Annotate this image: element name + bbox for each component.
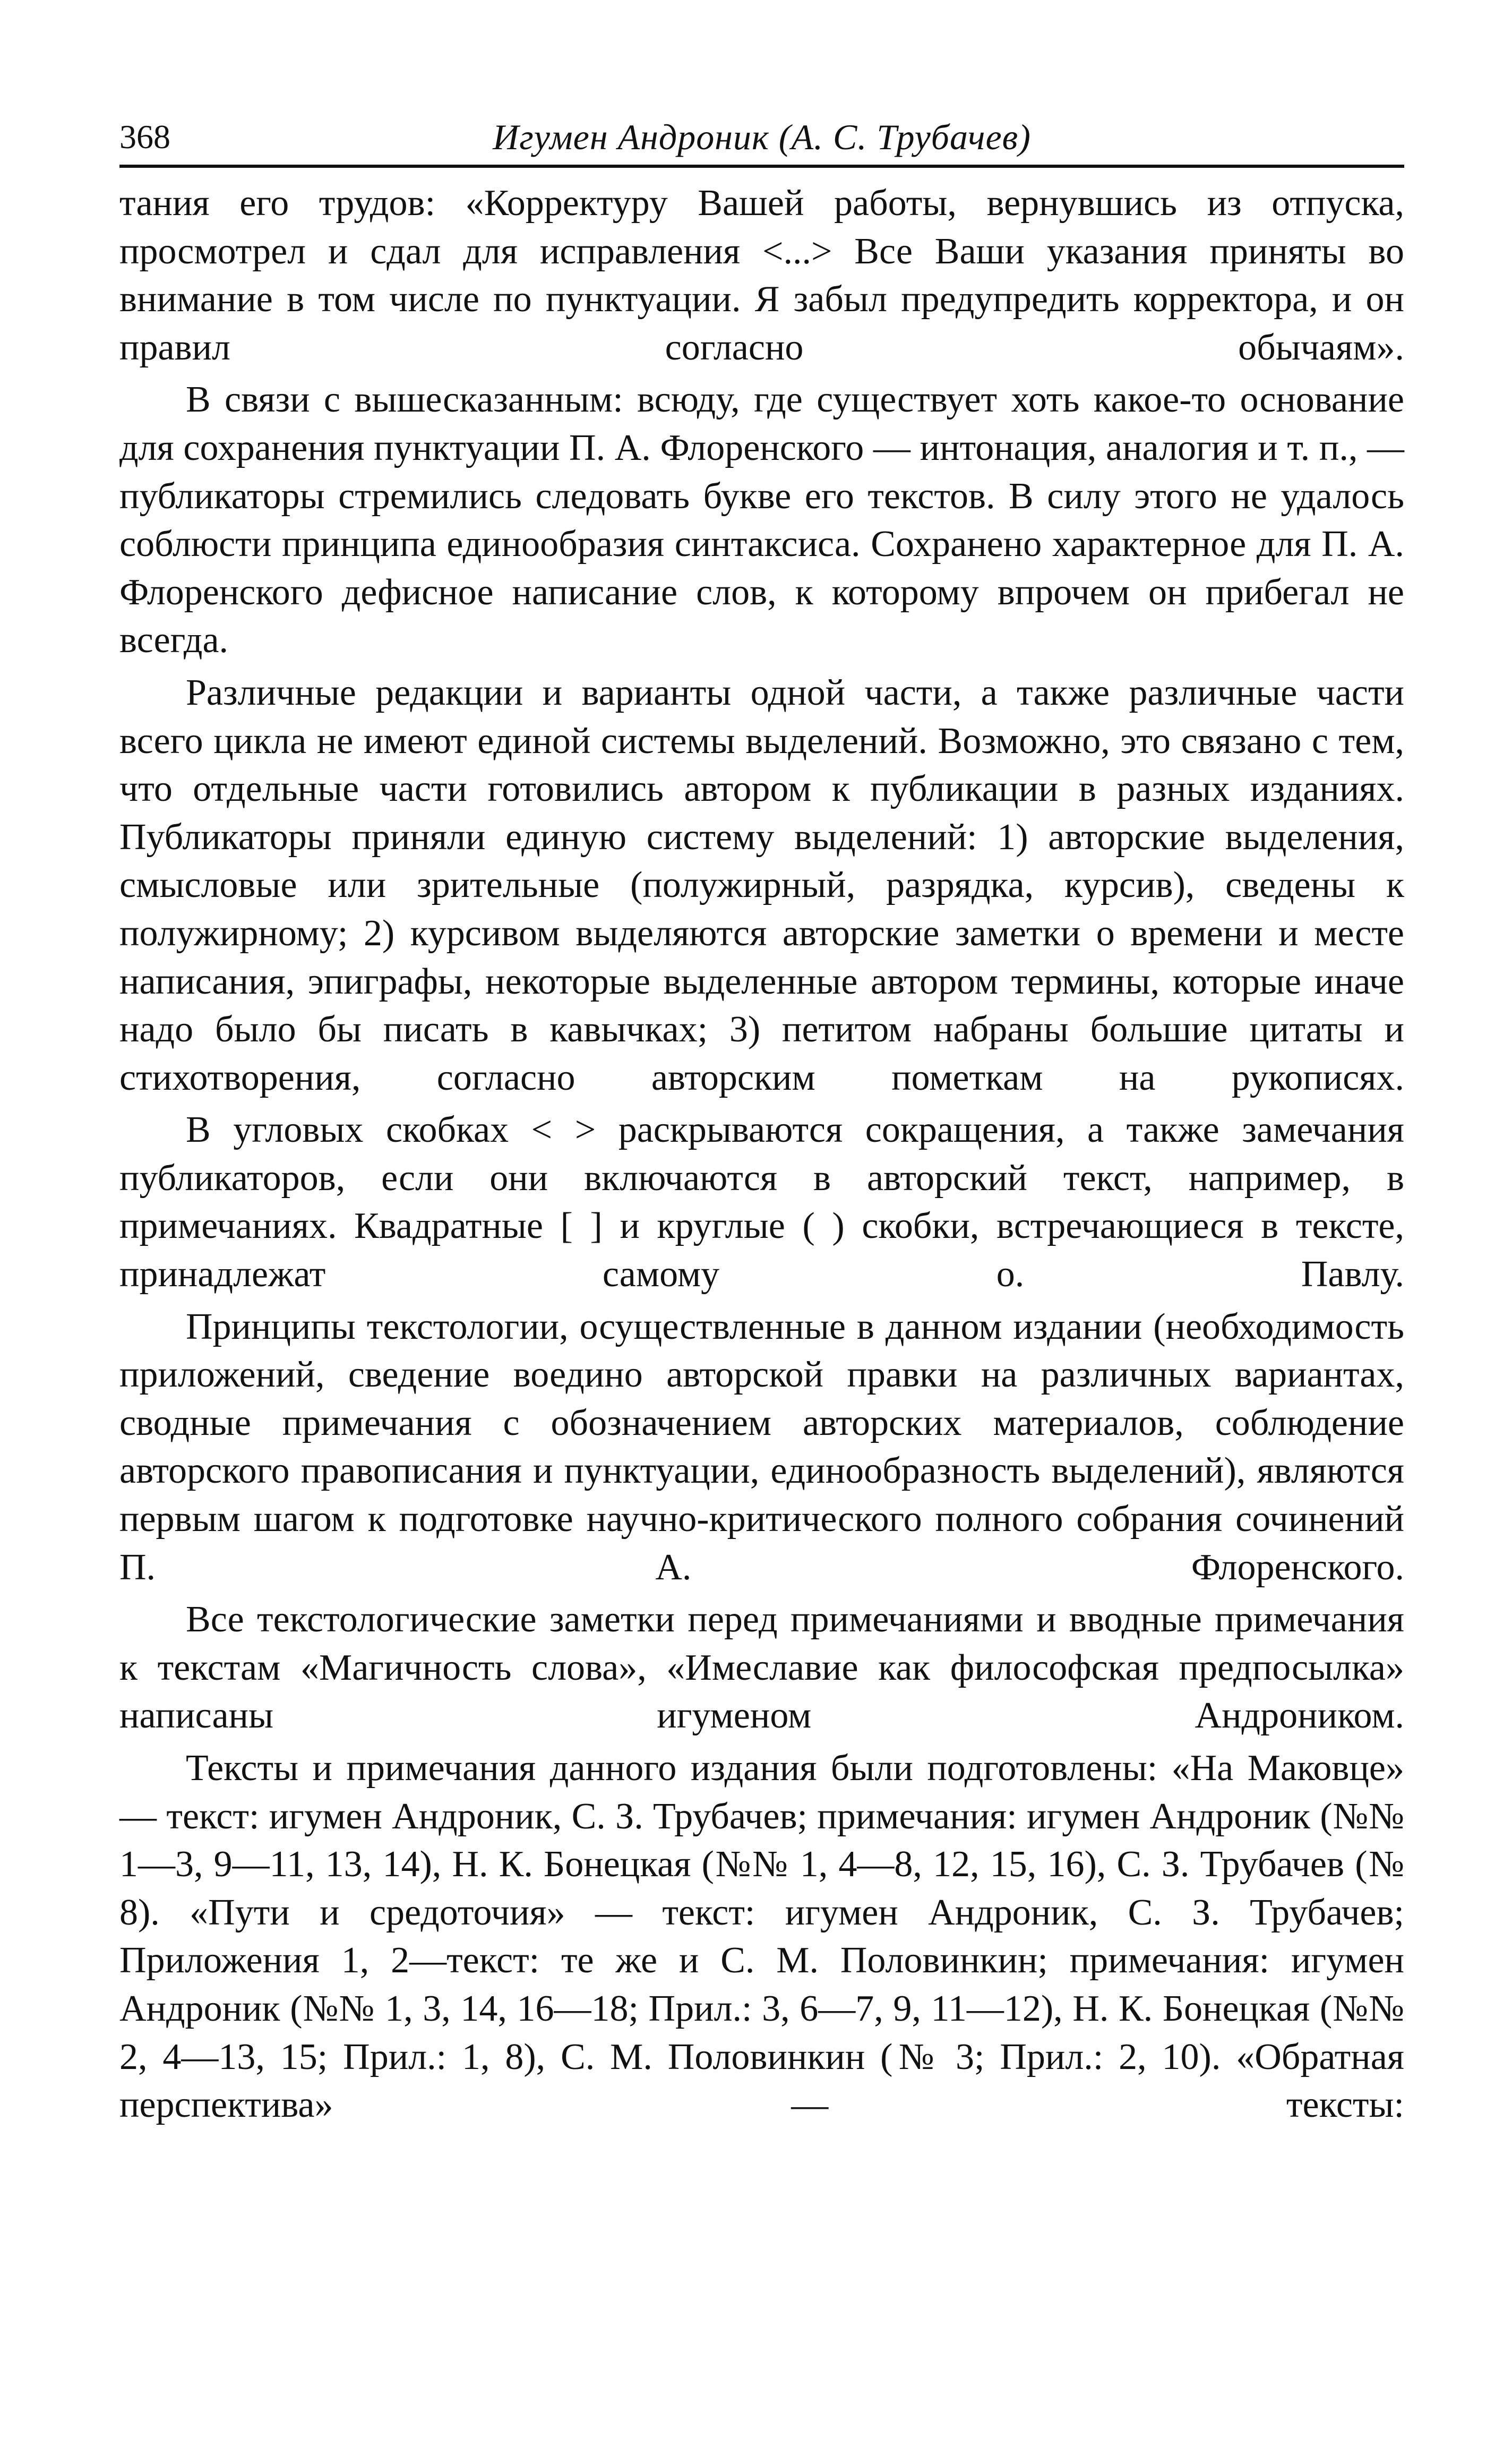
paragraph-continuation: тания его трудов: «Корректуру Вашей работы, вернувшись из отпуска, просмотрел и сдал для исправления <...> Все Ваши указания приняты во внимание в том числе по пунктуации. Я забыл предупредить корректора, и он правил согласно обычаям». xyxy=(119,183,1404,368)
paragraph-emphasis-system: Различные редакции и варианты одной части, а также различные части всего цикла не имеют единой системы выделений. Возможно, это связано с тем, что отдельные части готовились автором к публикации в разных изданиях. Публикаторы приняли единую систему выделений: 1) авторские выделения, смысловые или зрительные (полужирный, разрядка, курсив), сведены к полужирному; 2) курсивом выделяются авторские заметки о времени и месте написания, эпиграфы, некоторые выделенные автором термины, которые иначе надо было бы писать в кавычках; 3) петитом набраны большие цитаты и стихотворения, согласно авторским пометкам на рукописях. xyxy=(119,672,1404,1098)
paragraph-punctuation: В связи с вышесказанным: всюду, где существует хоть какое-то основание для сохранения пунктуации П. А. Флоренского — интонация, аналогия и т. п., — публикаторы стремились следовать букве его текстов. В силу этого не удалось соблюсти принципа единообразия синтаксиса. Сохранено характерное для П. А. Флоренского дефисное написание слов, к которому впрочем он прибегал не всегда. xyxy=(119,379,1404,661)
page-number: 368 xyxy=(119,118,170,156)
paragraph-credits: Тексты и примечания данного издания были подготовлены: «На Маковце» — текст: игумен Андроник, С. З. Трубачев; примечания: игумен Андроник (№№ 1—3, 9—11, 13, 14), Н. К. Бонецкая (№№ 1, 4—8, 12, 15, 16), С. З. Трубачев (№ 8). «Пути и средоточия» — текст: игумен Андроник, С. З. Трубачев; Приложения 1, 2—текст: те же и С. М. Половинкин; примечания: игумен Андроник (№№ 1, 3, 14, 16—18; Прил.: 3, 6—7, 9, 11—12), Н. К. Бонецкая (№№ 2, 4—13, 15; Прил.: 1, 8), С. М. Половинкин (№ 3; Прил.: 2, 10). «Обратная перспектива» — тексты: xyxy=(119,1748,1404,2126)
running-title: Игумен Андроник (А. С. Трубачев) xyxy=(493,117,1031,157)
paragraph-textology-principles: Принципы текстологии, осуществленные в данном издании (необходимость приложений, сведение воедино авторской правки на различных вариантах, сводные примечания с обозначением авторских материалов, соблюдение авторского правописания и пунктуации, единообразность выделений), являются первым шагом к подготовке научно-критического полного собрания сочинений П. А. Флоренского. xyxy=(119,1306,1404,1588)
paragraph-brackets: В угловых скобках < > раскрываются сокращения, а также замечания публикаторов, если они включаются в авторский текст, например, в примечаниях. Квадратные [ ] и круглые ( ) скобки, встречающиеся в тексте, принадлежат самому о. Павлу. xyxy=(119,1109,1404,1295)
running-head xyxy=(119,106,1404,168)
paragraph-textological-notes: Все текстологические заметки перед примечаниями и вводные примечания к текстам «Магичность слова», «Имеславие как философская предпосылка» написаны игуменом Андроником. xyxy=(119,1599,1404,1737)
book-page xyxy=(119,106,1404,2130)
body-text xyxy=(119,179,1404,2130)
